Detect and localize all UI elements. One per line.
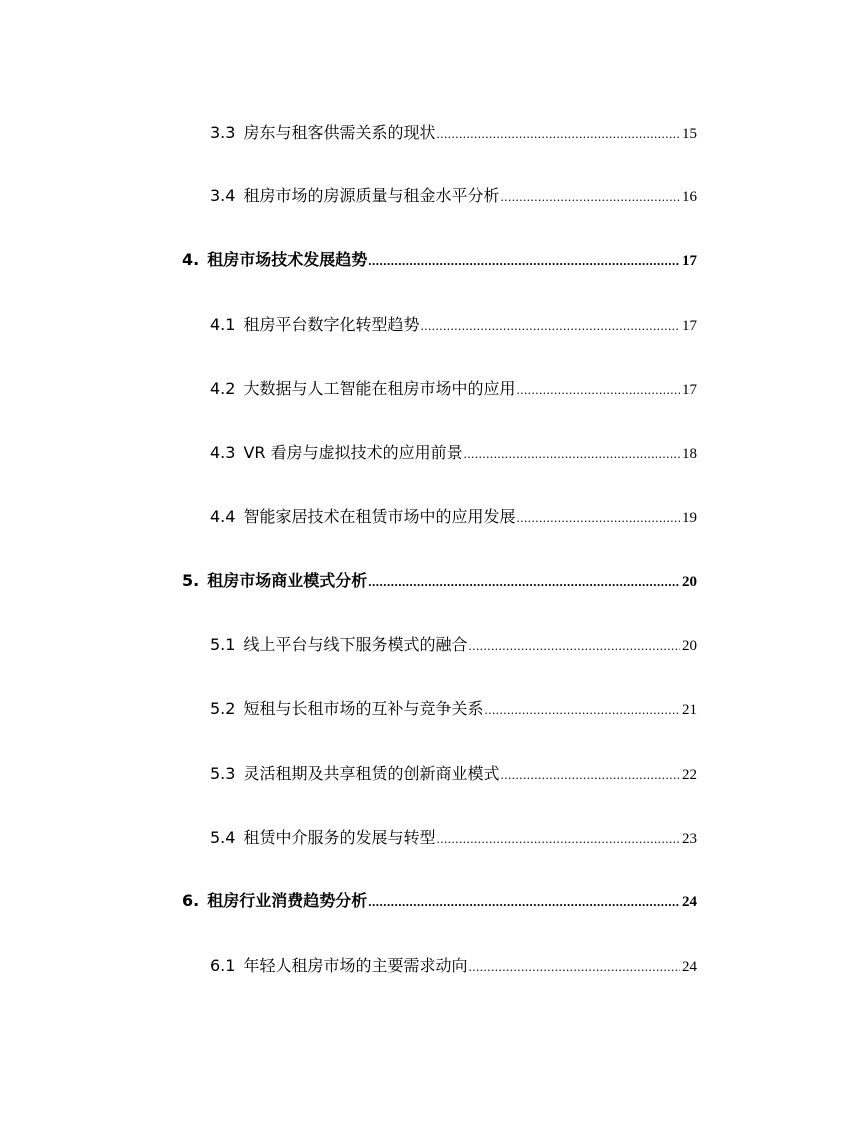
toc-entry-title: 租房行业消费趋势分析 xyxy=(207,891,368,910)
dot-leader xyxy=(420,318,680,334)
toc-entry-title: VR 看房与虚拟技术的应用前景 xyxy=(243,443,463,462)
toc-entry-4-2[interactable] xyxy=(210,376,697,399)
toc-entry-5-2[interactable] xyxy=(210,696,697,719)
toc-entry-page: 19 xyxy=(682,510,697,526)
toc-entry-number: 4.2 xyxy=(210,379,236,398)
toc-entry-number: 4.1 xyxy=(210,315,236,334)
toc-entry-4-4[interactable] xyxy=(210,504,697,527)
toc-entry-title: 租房市场商业模式分析 xyxy=(207,571,368,590)
toc-entry-page: 17 xyxy=(682,253,697,269)
toc-entry-number: 5.2 xyxy=(210,699,236,718)
toc-entry-3-3[interactable] xyxy=(210,120,697,143)
dot-leader xyxy=(516,382,680,398)
dot-leader xyxy=(500,189,680,205)
dot-leader xyxy=(468,638,680,654)
toc-entry-page: 16 xyxy=(682,189,697,205)
toc-entry-number: 4.3 xyxy=(210,443,236,462)
toc-entry-6-1[interactable] xyxy=(210,953,697,976)
toc-entry-page: 15 xyxy=(682,126,697,142)
toc-entry-title: 灵活租期及共享租赁的创新商业模式 xyxy=(243,764,500,783)
toc-entry-number: 5.4 xyxy=(210,828,236,847)
toc-entry-title: 租房市场的房源质量与租金水平分析 xyxy=(243,186,500,205)
toc-entry-title: 租房平台数字化转型趋势 xyxy=(243,315,420,334)
toc-entry-number: 4.4 xyxy=(210,507,236,526)
toc-entry-5-4[interactable] xyxy=(210,825,697,848)
toc-entry-title: 大数据与人工智能在租房市场中的应用 xyxy=(243,379,516,398)
toc-entry-page: 17 xyxy=(682,318,697,334)
dot-leader xyxy=(368,574,680,590)
toc-entry-title: 房东与租客供需关系的现状 xyxy=(243,123,436,142)
dot-leader xyxy=(484,702,680,718)
toc-entry-4-3[interactable] xyxy=(210,440,697,463)
toc-entry-number: 3.4 xyxy=(210,186,236,205)
toc-entry-number: 3.3 xyxy=(210,123,236,142)
toc-entry-page: 17 xyxy=(682,382,697,398)
toc-entry-3-4[interactable] xyxy=(210,183,697,206)
toc-entry-title: 智能家居技术在租赁市场中的应用发展 xyxy=(243,507,516,526)
toc-entry-6[interactable] xyxy=(182,888,697,911)
dot-leader xyxy=(500,767,680,783)
dot-leader xyxy=(368,253,680,269)
toc-entry-4[interactable] xyxy=(182,247,697,270)
toc-entry-page: 23 xyxy=(682,831,697,847)
toc-entry-page: 24 xyxy=(682,959,697,975)
toc-entry-title: 年轻人租房市场的主要需求动向 xyxy=(243,956,468,975)
toc-entry-4-1[interactable] xyxy=(210,312,697,335)
toc-entry-title: 租赁中介服务的发展与转型 xyxy=(243,828,436,847)
toc-entry-page: 21 xyxy=(682,702,697,718)
toc-entry-5-1[interactable] xyxy=(210,632,697,655)
toc-entry-number: 6.1 xyxy=(210,956,236,975)
toc-entry-title: 短租与长租市场的互补与竞争关系 xyxy=(243,699,484,718)
toc-entry-page: 20 xyxy=(682,638,697,654)
toc-entry-5-3[interactable] xyxy=(210,761,697,784)
toc-entry-page: 22 xyxy=(682,767,697,783)
toc-entry-number: 5.3 xyxy=(210,764,236,783)
toc-entry-5[interactable] xyxy=(182,568,697,591)
dot-leader xyxy=(436,831,680,847)
toc-entry-title: 租房市场技术发展趋势 xyxy=(207,250,368,269)
toc-entry-page: 20 xyxy=(682,574,697,590)
toc-entry-number: 5. xyxy=(182,571,200,590)
dot-leader xyxy=(464,446,680,462)
toc-entry-title: 线上平台与线下服务模式的融合 xyxy=(243,635,468,654)
dot-leader xyxy=(368,894,680,910)
toc-entry-number: 4. xyxy=(182,250,200,269)
toc-entry-page: 18 xyxy=(682,446,697,462)
dot-leader xyxy=(516,510,680,526)
dot-leader xyxy=(436,126,680,142)
toc-entry-page: 24 xyxy=(682,894,697,910)
toc-entry-number: 6. xyxy=(182,891,200,910)
dot-leader xyxy=(468,959,680,975)
toc-entry-number: 5.1 xyxy=(210,635,236,654)
